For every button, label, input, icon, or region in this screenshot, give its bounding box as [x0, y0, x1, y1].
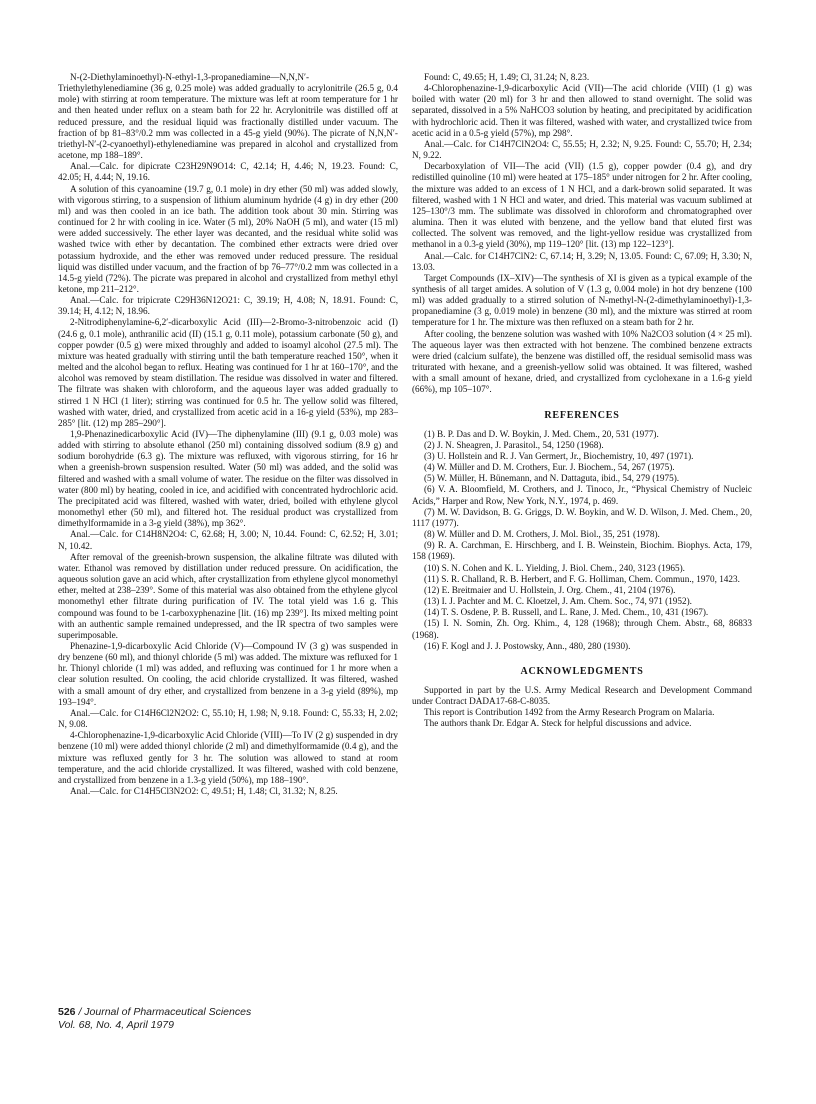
- paragraph: Phenazine-1,9-dicarboxylic Acid Chloride (V)—Compound IV (3 g) was suspended in dry benzene (60 ml), and thionyl chloride (5 ml) was added. The mixture was refluxed for 1 hr. Thionyl chloride (1 ml) was added, and refluxing was continued for 1 hr more when a clear solution resulted. On cooling, the acid chloride crystallized. It was filtered, washed with a small amount of dry ether, and crystallized from benzene in a 3-g yield (89%), mp 193–194°.: [58, 640, 398, 707]
- paragraph: 2-Nitrodiphenylamine-6,2′-dicarboxylic Acid (III)—2-Bromo-3-nitrobenzoic acid (I) (24.6 g, 0.1 mole), anthranilic acid (II) (15.1 g, 0.11 mole), potassium carbonate (50 g), and copper powder (0.5 g) were mixed throughly and added to isoamyl alcohol (27.5 ml). The mixture was heated gradually with stirring until the bath temperature reached 150°, when it melted and the alcohol began to reflux. Heating was continued for 1 hr at 160–170°, and the alcohol was removed by steam distillation. The residue was dissolved in water and filtered. The filtrate was shaken with chloroform, and the aqueous layer was added gradually to stirred 1 N HCl (1 liter); stirring was continued for 0.5 hr. The yellow solid was filtered, washed with water, dried, and crystallized from acetic acid in a 16-g yield (53%), mp 283–285° [lit. (12) mp 285–290°].: [58, 317, 398, 428]
- paragraph: N-(2-Diethylaminoethyl)-N-ethyl-1,3-propanediamine—N,N,N′-Triethylethylenediamine (36 g, 0.25 mole) was added gradually to acrylonitrile (26.5 g, 0.4 mole) with stirring at room temperature. The mixture was left at room temperature for 1 hr and then heated under reflux on a steam bath for 22 hr. Acrylonitrile was distilled off at reduced pressure, and the residual liquid was fractionally distilled under vacuum. The fraction of bp 81–83°/0.2 mm was collected in a 45-g yield (90%). The picrate of N,N,N′-triethyl-N′-(2-cyanoethyl)-ethylenediamine was prepared in alcohol and crystallized from acetone, mp 188–189°.: [58, 72, 398, 161]
- analysis-paragraph: Anal.—Calc. for dipicrate C23H29N9O14: C, 42.14; H, 4.46; N, 19.23. Found: C, 42.05; H, 4.44; N, 19.16.: [58, 161, 398, 183]
- paragraph: Target Compounds (IX–XIV)—The synthesis of XI is given as a typical example of the synthesis of all target amides. A solution of V (1.3 g, 0.004 mole) in hot dry benzene (100 ml) was added gradually to a stirred solution of N-methyl-N-(2-dimethylaminoethyl)-1,3-propanediamine (3 g, 0.019 mole) in benzene (30 ml), and the mixture was stirred at room temperature for 1 hr. The mixture was then refluxed on a steam bath for 2 hr.: [412, 272, 752, 328]
- journal-issue: Vol. 68, No. 4, April 1979: [58, 1019, 174, 1031]
- left-column: [58, 72, 398, 797]
- analysis-paragraph: Anal.—Calc. for C14H5Cl3N2O2: C, 49.51; H, 1.48; Cl, 31.32; N, 8.25.: [70, 786, 338, 796]
- reference-item: (4) W. Müller and D. M. Crothers, Eur. J. Biochem., 54, 267 (1975).: [424, 462, 675, 473]
- analysis-paragraph: Anal.—Calc. for C14H6Cl2N2O2: C, 55.10; H, 1.98; N, 9.18. Found: C, 55.33; H, 2.02; N, 9.08.: [58, 707, 398, 730]
- reference-item: (8) W. Müller and D. M. Crothers, J. Mol. Biol., 35, 251 (1978).: [424, 529, 660, 540]
- acknowledgments-heading: ACKNOWLEDGMENTS: [520, 665, 644, 677]
- analysis-paragraph: Anal.—Calc. for C14H7ClN2: C, 67.14; H, 3.29; N, 13.05. Found: C, 67.09; H, 3.30; N, 13.03.: [412, 250, 752, 272]
- analysis-paragraph: Anal.—Calc. for C14H8N2O4: C, 62.68; H, 3.00; N, 10.44. Found: C, 62.52; H, 3.01; N, 10.42.: [58, 529, 398, 551]
- acknowledgment-paragraph: The authors thank Dr. Edgar A. Steck for helpful discussions and advice.: [424, 718, 692, 729]
- reference-list: [412, 429, 752, 652]
- acknowledgment-paragraph: Supported in part by the U.S. Army Medical Research and Development Command under Contract DADA17-68-C-8035.: [412, 684, 752, 707]
- paragraph: Decarboxylation of VII—The acid (VII) (1.5 g), copper powder (0.4 g), and dry redistilled quinoline (10 ml) were heated at 175–185° under nitrogen for 2 hr. After cooling, the mixture was added to an excess of 1 N HCl, and a dark-brown solid separated. It was filtered, washed with 1 N HCl and water, and dried. This material was vacuum sublimed at 125–130°/3 mm. The sublimate was dissolved in chloroform and chromatographed over alumina. Then it was eluted with benzene, and the yellow band that eluted first was collected. The solvent was removed, and the light-yellow residue was crystallized from methanol in a 0.3-g yield (30%), mp 119–120° [lit. (13) mp 122–123°].: [412, 161, 752, 250]
- page-number: 526: [58, 1006, 76, 1018]
- analysis-paragraph: Anal.—Calc. for tripicrate C29H36N12O21: C, 39.19; H, 4.08; N, 18.91. Found: C, 39.14; H, 4.12; N, 18.96.: [58, 295, 398, 317]
- reference-item: (10) S. N. Cohen and K. L. Yielding, J. Biol. Chem., 240, 3123 (1965).: [424, 562, 685, 573]
- reference-item: (12) E. Breitmaier and U. Hollstein, J. Org. Chem., 41, 2104 (1976).: [424, 584, 676, 595]
- analysis-paragraph: Found: C, 49.65; H, 1.49; Cl, 31.24; N, 8.23.: [424, 72, 590, 82]
- paragraph: After removal of the greenish-brown suspension, the alkaline filtrate was diluted with water. Ethanol was removed by distillation under reduced pressure. On acidification, the aqueous solution gave an acid which, after crystallization from ethylene glycol monomethyl ether, melted at 238–239°. Some of this material was also obtained from the ethylene glycol monomethyl ether filtrate during purification of IV. The total yield was 1.6 g. This compound was found to be 1-carboxyphenazine [lit. (16) mp 239°]. Its mixed melting point with an authentic sample remained undepressed, and the IR spectra of two samples were superimposable.: [58, 551, 398, 640]
- paragraph: 4-Chlorophenazine-1,9-dicarboxylic Acid (VII)—The acid chloride (VIII) (1 g) was boiled with water (20 ml) for 3 hr and then allowed to stand overnight. The solid was separated, dissolved in a 5% NaHCO3 solution by heating, and precipitated by acidification with hydrochloric acid. Then it was filtered, washed with water, and crystallized twice from acetic acid in a 0.5-g yield (57%), mp 298°.: [412, 83, 752, 138]
- reference-item: (3) U. Hollstein and R. J. Van Germert, Jr., Biochemistry, 10, 497 (1971).: [424, 451, 694, 461]
- reference-item: (9) R. A. Carchman, E. Hirschberg, and I. B. Weinstein, Biochim. Biophys. Acta, 179, 158 (1969).: [412, 540, 752, 562]
- paragraph: A solution of this cyanoamine (19.7 g, 0.1 mole) in dry ether (50 ml) was added slowly, with vigorous stirring, to a suspension of lithium aluminum hydride (4 g) in dry ether (200 ml) and was then cooled in an ice bath. The addition took about 30 min. Stirring was continued for 2 hr with cooling in ice. Water (5 ml), 20% NaOH (5 ml), and water (15 ml) were added successively. The ether layer was decanted, and the residual white solid was washed twice with ether by decantation. The combined ether extracts were dried over potassium hydroxide, and the ether was removed under reduced pressure. The residual liquid was distilled under vacuum, and the fraction of bp 76–77°/0.2 mm was collected in a 14.5-g yield (72%). The picrate was prepared in alcohol and crystallized from methyl ethyl ketone, mp 211–212°.: [58, 183, 398, 294]
- reference-item: (14) T. S. Osdene, P. B. Russell, and L. Rane, J. Med. Chem., 10, 431 (1967).: [424, 607, 709, 618]
- journal-name: / Journal of Pharmaceutical Sciences: [78, 1006, 252, 1018]
- acknowledgment-paragraph: This report is Contribution 1492 from the Army Research Program on Malaria.: [424, 707, 715, 718]
- paragraph: 4-Chlorophenazine-1,9-dicarboxylic Acid Chloride (VIII)—To IV (2 g) suspended in dry benzene (10 ml) were added thionyl chloride (2 ml) and dimethylformamide (0.4 g), and the mixture was refluxed gently for 3 hr. The solution was allowed to stand at room temperature, and the acid chloride crystallized. It was filtered, washed with cold benzene, and crystallized from benzene in a 1.3-g yield (50%), mp 188–190°.: [58, 730, 398, 785]
- reference-item: (1) B. P. Das and D. W. Boykin, J. Med. Chem., 20, 531 (1977).: [424, 428, 659, 439]
- references-heading: REFERENCES: [544, 409, 620, 421]
- reference-item: (5) W. Müller, H. Bünemann, and N. Dattaguta, ibid., 54, 279 (1975).: [424, 473, 680, 484]
- right-column: [412, 72, 752, 730]
- reference-item: (15) I. N. Somin, Zh. Org. Khim., 4, 128 (1968); through Chem. Abstr., 68, 86833 (1968).: [412, 618, 752, 640]
- reference-item: (6) V. A. Bloomfield, M. Crothers, and J. Tinoco, Jr., “Physical Chemistry of Nucleic Acids,” Harper and Row, New York, N.Y., 1974, p. 469.: [412, 484, 752, 506]
- page-footer: [58, 1006, 251, 1032]
- footer-journal-line: [58, 1006, 251, 1019]
- reference-item: (2) J. N. Sheagren, J. Parasitol., 54, 1250 (1968).: [424, 439, 604, 450]
- reference-item: (7) M. W. Davidson, B. G. Griggs, D. W. Boykin, and W. D. Wilson, J. Med. Chem., 20, 1117 (1977).: [412, 506, 752, 528]
- paragraph: After cooling, the benzene solution was washed with 10% Na2CO3 solution (4 × 25 ml). The aqueous layer was then extracted with hot benzene. The combined benzene extracts were dried (calcium sulfate), the benzene was distilled off, the residual semisolid mass was triturated with hexane, and a greenish-yellow solid was obtained. It was filtered, washed with a small amount of hexane, dried, and crystallized from cyclohexane in a 1.6-g yield (66%), mp 105–107°.: [412, 328, 752, 395]
- reference-item: (16) F. Kogl and J. J. Postowsky, Ann., 480, 280 (1930).: [424, 640, 631, 651]
- reference-item: (11) S. R. Challand, R. B. Herbert, and F. G. Holliman, Chem. Commun., 1970, 1423.: [424, 573, 740, 584]
- analysis-paragraph: Anal.—Calc. for C14H7ClN2O4: C, 55.55; H, 2.32; N, 9.25. Found: C, 55.70; H, 2.34; N, 9.22.: [412, 138, 752, 161]
- reference-item: (13) I. J. Pachter and M. C. Kloetzel, J. Am. Chem. Soc., 74, 971 (1952).: [424, 596, 692, 607]
- paragraph: 1,9-Phenazinedicarboxylic Acid (IV)—The diphenylamine (III) (9.1 g, 0.03 mole) was added with stirring to absolute ethanol (250 ml) containing dissolved sodium (8.9 g) and sodium borohydride (6.3 g). The mixture was refluxed, with vigorous stirring, for 16 hr when a greenish-brown suspension resulted. Water (50 ml) was added, and the solid was filtered and washed with a small volume of water. The residue on the filter was dissolved in water (800 ml) by heating, cooled in ice, and acidified with concentrated hydrochloric acid. The precipitated acid was filtered, washed with water, dried, boiled with ethylene glycol monomethyl ether (50 ml), and filtered hot. The residual product was crystallized from dimethylformamide in a 3-g yield (38%), mp 362°.: [58, 429, 398, 529]
